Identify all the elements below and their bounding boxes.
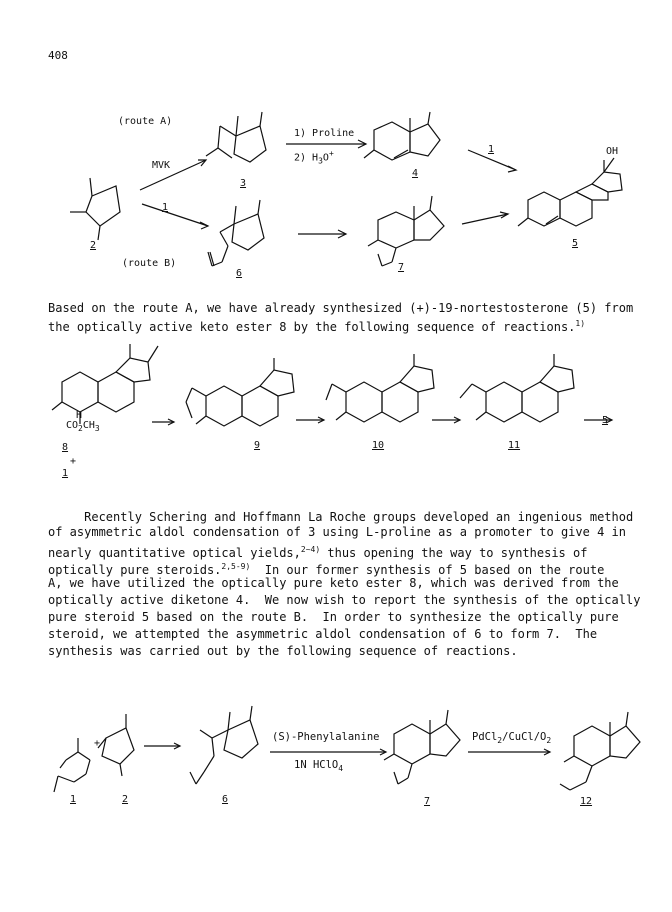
hclo-sub: 4 bbox=[338, 764, 344, 774]
route-a-label: (route A) bbox=[118, 116, 173, 127]
pdcl-sub2: 2 bbox=[546, 736, 552, 746]
compound-2-number-b: 2 bbox=[122, 794, 129, 805]
plus-sign-2: + bbox=[94, 738, 101, 749]
ch-text: CH bbox=[82, 420, 95, 431]
step-1-label: 1) Proline bbox=[294, 128, 355, 139]
para2-line5: A, we have utilized the optically pure keto ester 8, which was derived from the bbox=[48, 576, 619, 590]
pdcl-mid: /CuCl/O bbox=[502, 731, 547, 743]
compound-7-number: 7 bbox=[398, 262, 405, 273]
para2-line9: synthesis was carried out by the following sequence of reactions. bbox=[48, 644, 518, 658]
page-number: 408 bbox=[48, 49, 68, 62]
para2-line4-ref: 2,5-9) bbox=[221, 562, 251, 571]
para1-ref: 1) bbox=[575, 319, 586, 328]
compound-11-number: 11 bbox=[508, 440, 521, 451]
structure-12 bbox=[560, 712, 640, 790]
para1-line1: Based on the route A, we have already synthesized (+)-19-nortestosterone (5) from bbox=[48, 301, 634, 315]
structure-6b bbox=[190, 706, 258, 784]
co-text: CO bbox=[66, 420, 79, 431]
structure-7b bbox=[384, 710, 460, 784]
reagent-pdcl2 bbox=[472, 730, 551, 748]
pdcl-text: PdCl bbox=[472, 731, 498, 743]
para2-line4-b: In our former synthesis of 5 based on the route bbox=[250, 563, 605, 577]
compound-9-number: 9 bbox=[254, 440, 261, 451]
route-b-label: (route B) bbox=[122, 258, 177, 269]
reagent-phenylalanine: (S)-Phenylalanine bbox=[272, 731, 380, 743]
step-2-sup: + bbox=[328, 149, 334, 158]
para2-line8: steroid, we attempted the asymmetric aldol condensation of 6 to form 7. The bbox=[48, 627, 598, 641]
para1-line2-text: the optically active keto ester 8 by the following sequence of reactions. bbox=[48, 320, 576, 334]
para2-line6: optically active diketone 4. We now wish to report the synthesis of the optically bbox=[48, 593, 641, 607]
compound-6-number: 6 bbox=[236, 268, 243, 279]
compound-5-number-2: 5 bbox=[602, 415, 609, 426]
compound-2-number: 2 bbox=[90, 240, 97, 251]
compound-12-number: 12 bbox=[580, 796, 593, 807]
para2-line7: pure steroid 5 based on the route B. In order to synthesize the optically pure bbox=[48, 610, 619, 624]
para2-line2: of asymmetric aldol condensation of 3 using L-proline as a promoter to give 4 in bbox=[48, 525, 626, 539]
reagent-hclo4 bbox=[294, 758, 343, 776]
arrow-label-1: 1 bbox=[488, 144, 495, 155]
compound-6-number-b: 6 bbox=[222, 794, 229, 805]
para2-line3-ref: 2~4) bbox=[300, 545, 321, 554]
pdcl-sub1: 2 bbox=[497, 736, 503, 746]
step-2-text: 2) H bbox=[294, 152, 319, 164]
compound-1-number-b: 1 bbox=[70, 794, 77, 805]
para2-line3-a: nearly quantitative optical yields, bbox=[48, 546, 301, 560]
para2-line4-a: optically pure steroids. bbox=[48, 563, 222, 577]
ch-sub: 3 bbox=[94, 424, 100, 433]
compound-3-number: 3 bbox=[240, 178, 247, 189]
oh-label: OH bbox=[606, 146, 619, 157]
structure-1 bbox=[54, 738, 90, 792]
compound-1-number: 1 bbox=[62, 468, 69, 479]
hclo-text: 1N HClO bbox=[294, 759, 339, 771]
reagent-1-label: 1 bbox=[162, 202, 169, 213]
plus-sign: + bbox=[70, 456, 77, 467]
compound-4-number: 4 bbox=[412, 168, 419, 179]
structure-2b bbox=[98, 714, 134, 776]
h-label-8: H bbox=[76, 410, 83, 421]
step-2-sub: 3 bbox=[318, 156, 323, 166]
para2-line3-b: thus opening the way to synthesis of bbox=[320, 546, 588, 560]
compound-7-number-b: 7 bbox=[424, 796, 431, 807]
compound-8-number: 8 bbox=[62, 442, 69, 453]
compound-10-number: 10 bbox=[372, 440, 385, 451]
co-sub: 2 bbox=[78, 424, 83, 433]
para2-line1: Recently Schering and Hoffmann La Roche groups developed an ingenious method bbox=[48, 510, 634, 524]
step-2-rest: O bbox=[322, 152, 329, 164]
compound-5-number: 5 bbox=[572, 238, 579, 249]
mvk-label: MVK bbox=[152, 160, 171, 171]
